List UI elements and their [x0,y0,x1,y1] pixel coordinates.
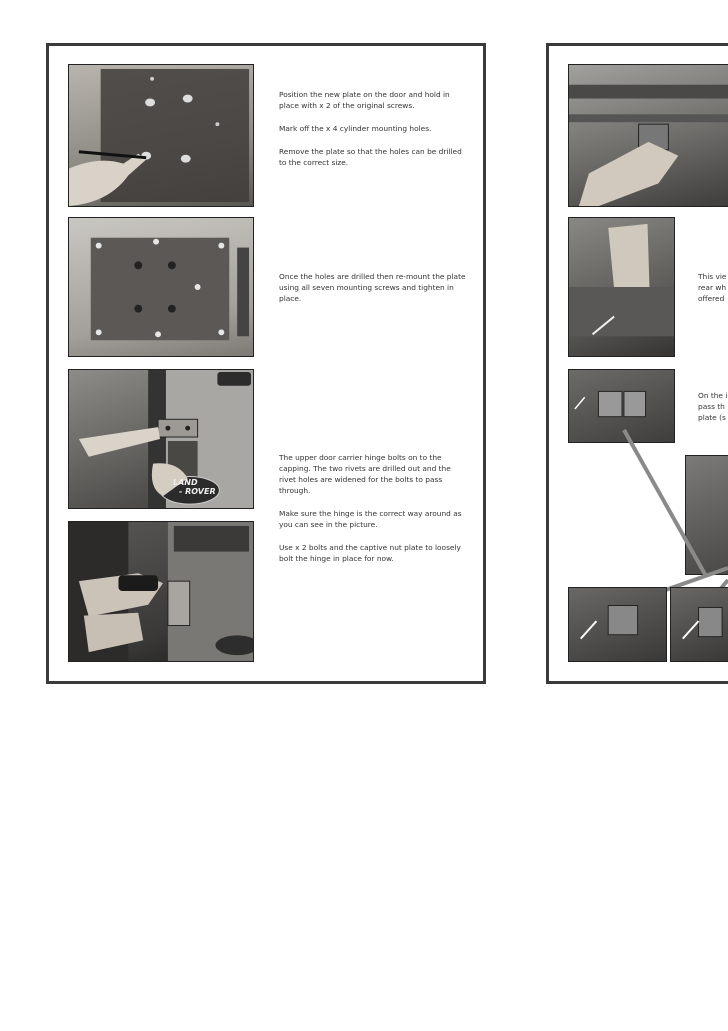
right-caption-1-line-3: offered [698,294,725,303]
photo-plate-marking [68,64,254,207]
land-rover-badge [165,478,221,496]
right-caption-2-line-1: On the i [698,391,728,400]
right-photo-bottom-2 [670,587,728,662]
step-1-text [279,89,469,168]
right-caption-2-line-3: plate (s [698,413,726,422]
right-photo-bottom-1 [568,587,667,662]
photo-drilling [68,521,254,662]
step-2-para-1: Once the holes are drilled then re-mount the plate using all seven mounting screws and tighten in place. [279,272,466,303]
photo-plate-mounted [68,217,254,357]
step-2-text [279,271,469,304]
right-caption-1 [698,271,728,304]
step-1-para-1: Position the new plate on the door and hold in place with x 2 of the original screws. [279,90,450,110]
right-photo-top [568,64,728,207]
badge-line-2: - ROVER [179,487,216,496]
badge-line-1: LAND [173,478,198,487]
step-3-para-3: Use x 2 bolts and the captive nut plate to loosely bolt the hinge in place for now. [279,543,461,563]
step-1-para-3: Remove the plate so that the holes can be drilled to the correct size. [279,147,462,167]
right-photo-rear [568,217,675,357]
right-caption-2-line-2: pass th [698,402,725,411]
photo-hinge-capping [68,369,254,509]
step-3-text [279,452,469,564]
step-3-para-2: Make sure the hinge is the correct way around as you can see in the picture. [279,509,462,529]
step-3-para-1: The upper door carrier hinge bolts on to the capping. The two rivets are drilled out and the rivet holes are widened for the bolts to pass through. [279,453,451,495]
step-1-para-2: Mark off the x 4 cylinder mounting holes. [279,124,432,133]
right-caption-1-line-2: rear wh [698,283,727,292]
right-caption-1-line-1: This vie [698,272,727,281]
